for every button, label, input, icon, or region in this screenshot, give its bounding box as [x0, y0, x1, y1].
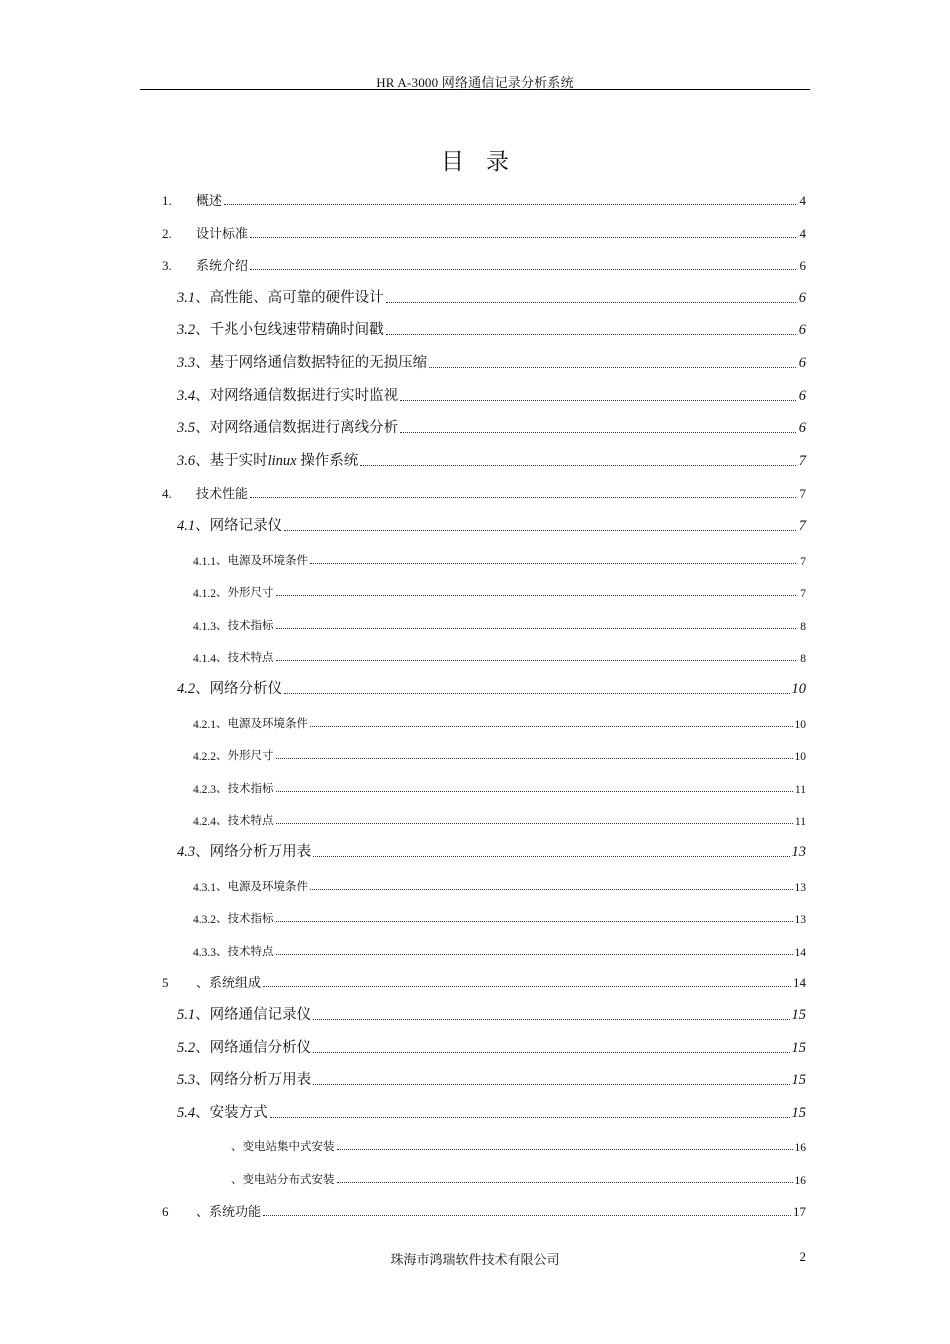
toc-entry[interactable]: [0, 806, 806, 828]
toc-dot-leader: [250, 497, 796, 498]
toc-entry-label-text: 、基于实时: [195, 453, 268, 469]
toc-entry-label-text: 、对网络通信数据进行实时监视: [195, 388, 399, 404]
toc-dot-leader: [337, 1149, 793, 1150]
toc-dot-leader: [276, 921, 793, 922]
toc-entry-label: [216, 812, 274, 828]
toc-entry-page: 15: [791, 1072, 806, 1088]
toc-entry-label-text: 、外形尺寸: [216, 750, 274, 762]
toc-entry-number: 3.2: [177, 322, 196, 338]
toc-entry-number: 4.2.3: [193, 784, 216, 796]
toc-dot-leader: [429, 367, 796, 368]
toc-entry-label-text: 、系统组成: [196, 975, 262, 990]
toc-entry[interactable]: [0, 1198, 806, 1220]
toc-entry-label: [216, 747, 274, 763]
toc-entry-label-text: 、技术指标: [216, 620, 274, 632]
toc-entry[interactable]: [0, 709, 806, 731]
toc-dot-leader: [276, 660, 797, 661]
toc-dot-leader: [276, 823, 793, 824]
toc-entry-label-text: 、网络记录仪: [195, 518, 283, 534]
toc-entry-number: 3.6: [177, 453, 196, 469]
toc-entry-label-text: 、系统功能: [196, 1204, 262, 1219]
toc-entry-label: [196, 190, 222, 209]
toc-entry-label-text: 、网络分析仪: [195, 681, 283, 697]
toc-entry-label: [195, 416, 398, 437]
toc-entry-number: 4.3.1: [193, 882, 216, 894]
toc-entry[interactable]: [0, 904, 806, 926]
toc-entry-label-text: 、变电站分布式安装: [231, 1174, 335, 1186]
toc-entry-label: [196, 483, 248, 502]
toc-entry-label-text: 、技术指标: [216, 783, 274, 795]
toc-entry-page: 11: [794, 784, 806, 796]
toc-entry-label-text: 技术性能: [196, 486, 249, 501]
toc-entry-label-text: 、网络通信分析仪: [195, 1040, 312, 1056]
toc-dot-leader: [400, 400, 796, 401]
toc-dot-leader: [250, 237, 796, 238]
toc-entry-number: 4.3.2: [193, 914, 216, 926]
toc-entry-page: 8: [800, 621, 806, 633]
toc-entry-label: [195, 840, 311, 861]
toc-entry-number: 5.2: [177, 1040, 196, 1056]
toc-entry-label-text: 、变电站集中式安装: [231, 1141, 335, 1153]
toc-dot-leader: [310, 889, 793, 890]
toc-dot-leader: [313, 856, 789, 857]
toc-entry[interactable]: [0, 1100, 806, 1122]
footer-company: 珠海市鸿瑞软件技术有限公司: [390, 1252, 560, 1267]
toc-dot-leader: [337, 1182, 793, 1183]
toc-entry-label: [216, 943, 274, 959]
toc-entry-label: [216, 910, 274, 926]
toc-entry-number: 4.1.3: [193, 621, 216, 633]
toc-entry-label-text: 、千兆小包线速带精确时间戳: [195, 322, 384, 338]
toc-entry-label-em: linux: [267, 453, 297, 469]
toc-entry-label: [195, 677, 282, 698]
toc-entry[interactable]: [0, 969, 806, 991]
toc-entry-page: 7: [799, 486, 806, 501]
toc-dot-leader: [386, 334, 796, 335]
toc-entry-page: 6: [799, 258, 806, 273]
toc-entry-label-text: 、网络分析万用表: [195, 1072, 312, 1088]
toc-entry-label: [195, 449, 358, 470]
toc-entry-label-text: 概述: [196, 193, 223, 208]
toc-entry-label-text: 、技术指标: [216, 913, 274, 925]
toc-entry-number: 4.3: [177, 844, 196, 860]
toc-entry-page: 7: [800, 556, 806, 568]
toc-entry-number: 4.: [162, 486, 172, 501]
toc-entry-page: 6: [798, 420, 806, 436]
toc-dot-leader: [400, 432, 796, 433]
toc-entry-label-text: 、外形尺寸: [216, 587, 274, 599]
toc-entry-label-text: 、基于网络通信数据特征的无损压缩: [195, 355, 428, 371]
toc-entry[interactable]: [0, 741, 806, 763]
toc-entry-label-text: 、电源及环境条件: [216, 718, 308, 730]
toc-entry-page: 10: [791, 681, 806, 697]
toc-entry-label: [196, 972, 261, 991]
toc-entry-page: 7: [798, 518, 806, 534]
toc-entry-page: 14: [794, 947, 806, 959]
toc-entry-label: [195, 1068, 311, 1089]
toc-entry-number: 5.3: [177, 1072, 196, 1088]
toc-entry[interactable]: [0, 415, 806, 437]
toc-dot-leader: [276, 628, 797, 629]
toc-entry-page: 10: [794, 751, 806, 763]
toc-entry-label: [196, 1201, 261, 1220]
toc-entry[interactable]: [0, 513, 806, 535]
toc-entry[interactable]: [0, 480, 806, 502]
footer-page-number: 2: [799, 1249, 806, 1264]
toc-entry-label: [195, 1003, 311, 1024]
toc-entry-label: [196, 255, 248, 274]
toc-entry[interactable]: [0, 1002, 806, 1024]
toc-dot-leader: [276, 595, 797, 596]
toc-entry[interactable]: [0, 872, 806, 894]
toc-entry-label-text: 、技术特点: [216, 652, 274, 664]
toc-entry[interactable]: [0, 839, 806, 861]
toc-entry-page: 10: [794, 719, 806, 731]
toc-entry-label: [216, 584, 274, 600]
toc-entry[interactable]: [0, 676, 806, 698]
toc-entry-label: [231, 1138, 335, 1154]
toc-entry[interactable]: [0, 643, 806, 665]
toc-entry-number: 4.1: [177, 518, 196, 534]
toc-entry[interactable]: [0, 611, 806, 633]
toc-entry-page: 7: [798, 453, 806, 469]
toc-entry-label: [216, 617, 274, 633]
toc-entry-page: 4: [799, 193, 806, 208]
toc-dot-leader: [310, 563, 796, 564]
toc-dot-leader: [284, 693, 789, 694]
toc-entry[interactable]: [0, 578, 806, 600]
toc-dot-leader: [270, 1117, 790, 1118]
toc-entry-page: 14: [793, 975, 806, 990]
toc-entry-number: 3.: [162, 258, 172, 273]
toc-entry-number: 5: [162, 975, 169, 990]
toc-entry-label: [216, 715, 308, 731]
toc-dot-leader: [284, 530, 796, 531]
toc-entry[interactable]: [0, 774, 806, 796]
toc-dot-leader: [386, 302, 796, 303]
toc-entry-label: [196, 223, 248, 242]
toc-entry-label: [216, 878, 308, 894]
toc-dot-leader: [263, 986, 791, 987]
toc-entry-number: 5.4: [177, 1105, 196, 1121]
toc-entry-label-text: 、网络分析万用表: [195, 844, 312, 860]
toc-entry-number: 3.5: [177, 420, 196, 436]
toc-entry[interactable]: [0, 383, 806, 405]
toc-entry-number: 4.2.4: [193, 816, 216, 828]
toc-entry-label-text: 设计标准: [196, 226, 249, 241]
toc-entry[interactable]: [0, 187, 806, 209]
toc-entry[interactable]: [0, 220, 806, 242]
toc-entry-label: [231, 1171, 335, 1187]
toc-dot-leader: [313, 1084, 789, 1085]
toc-dot-leader: [276, 758, 793, 759]
toc-entry-label-text: 、高性能、高可靠的硬件设计: [195, 290, 384, 306]
toc-entry-page: 13: [794, 914, 806, 926]
toc-entry[interactable]: [0, 252, 806, 274]
toc-entry[interactable]: [0, 285, 806, 307]
toc-title: 目录: [441, 149, 531, 174]
toc-entry-number: 4.1.2: [193, 588, 216, 600]
toc-entry[interactable]: [0, 1035, 806, 1057]
toc-entry-label: [195, 384, 398, 405]
toc-dot-leader: [313, 1019, 789, 1020]
toc-entry-label-tail: 操作系统: [296, 453, 359, 469]
toc-entry-label-text: 、安装方式: [195, 1105, 268, 1121]
toc-dot-leader: [276, 791, 793, 792]
toc-entry-label-text: 系统介绍: [196, 258, 249, 273]
toc-dot-leader: [250, 269, 796, 270]
toc-dot-leader: [360, 465, 796, 466]
toc-entry-label-text: 、电源及环境条件: [216, 881, 308, 893]
toc-dot-leader: [224, 204, 796, 205]
toc-entry-label: [195, 1036, 311, 1057]
toc-entry-page: 6: [798, 322, 806, 338]
toc-entry-label: [216, 780, 274, 796]
toc-dot-leader: [263, 1215, 791, 1216]
toc-entry-label-text: 、电源及环境条件: [216, 555, 308, 567]
toc-entry-number: 4.2: [177, 681, 196, 697]
header-title: HR A-3000 网络通信记录分析系统: [376, 75, 574, 90]
toc-entry-label: [195, 514, 282, 535]
toc-entry-page: 15: [791, 1040, 806, 1056]
toc-entry-number: 3.3: [177, 355, 196, 371]
toc-entry-number: 3.1: [177, 290, 196, 306]
toc-entry-page: 11: [794, 816, 806, 828]
toc-entry-page: 6: [798, 388, 806, 404]
toc-entry-label: [216, 649, 274, 665]
toc-entry[interactable]: [0, 546, 806, 568]
toc-entry-label: [195, 286, 384, 307]
toc-entry-page: 7: [800, 588, 806, 600]
toc-dot-leader: [276, 954, 793, 955]
toc-entry[interactable]: [0, 937, 806, 959]
toc-dot-leader: [313, 1052, 789, 1053]
toc-entry-number: 5.1: [177, 1007, 196, 1023]
toc-entry-number: 6: [162, 1204, 169, 1219]
toc-entry-number: 1.: [162, 193, 172, 208]
toc-entry[interactable]: [0, 448, 806, 470]
toc-entry-number: 4.3.3: [193, 947, 216, 959]
toc-entry[interactable]: [0, 317, 806, 339]
toc-entry-page: 8: [800, 653, 806, 665]
toc-dot-leader: [310, 726, 793, 727]
toc-entry-page: 17: [793, 1204, 806, 1219]
toc-entry-page: 13: [794, 882, 806, 894]
toc-entry-label-text: 、对网络通信数据进行离线分析: [195, 420, 399, 436]
toc-entry[interactable]: [0, 1067, 806, 1089]
toc-entry-label-text: 、网络通信记录仪: [195, 1007, 312, 1023]
toc-entry-page: 6: [798, 355, 806, 371]
toc-entry-page: 16: [794, 1142, 806, 1154]
toc-entry-label: [195, 1101, 268, 1122]
toc-entry-page: 15: [791, 1007, 806, 1023]
toc-entry-number: 4.1.1: [193, 556, 216, 568]
toc-entry-page: 6: [798, 290, 806, 306]
toc-entry-page: 4: [799, 226, 806, 241]
toc-entry-label: [216, 552, 308, 568]
toc-entry-label-text: 、技术特点: [216, 946, 274, 958]
header-rule: [140, 89, 810, 90]
toc-entry-page: 15: [791, 1105, 806, 1121]
toc-entry-label: [195, 351, 427, 372]
toc-entry-number: 3.4: [177, 388, 196, 404]
toc-entry-number: 4.1.4: [193, 653, 216, 665]
toc-entry[interactable]: [0, 1165, 806, 1187]
toc-entry-page: 13: [791, 844, 806, 860]
toc-entry-label: [195, 318, 384, 339]
toc-entry-label-text: 、技术特点: [216, 815, 274, 827]
toc-entry-number: 4.2.1: [193, 719, 216, 731]
toc-entry[interactable]: [0, 350, 806, 372]
toc-entry[interactable]: [0, 1132, 806, 1154]
toc-entry-page: 16: [794, 1175, 806, 1187]
toc-entry-number: 4.2.2: [193, 751, 216, 763]
toc-entry-number: 2.: [162, 226, 172, 241]
